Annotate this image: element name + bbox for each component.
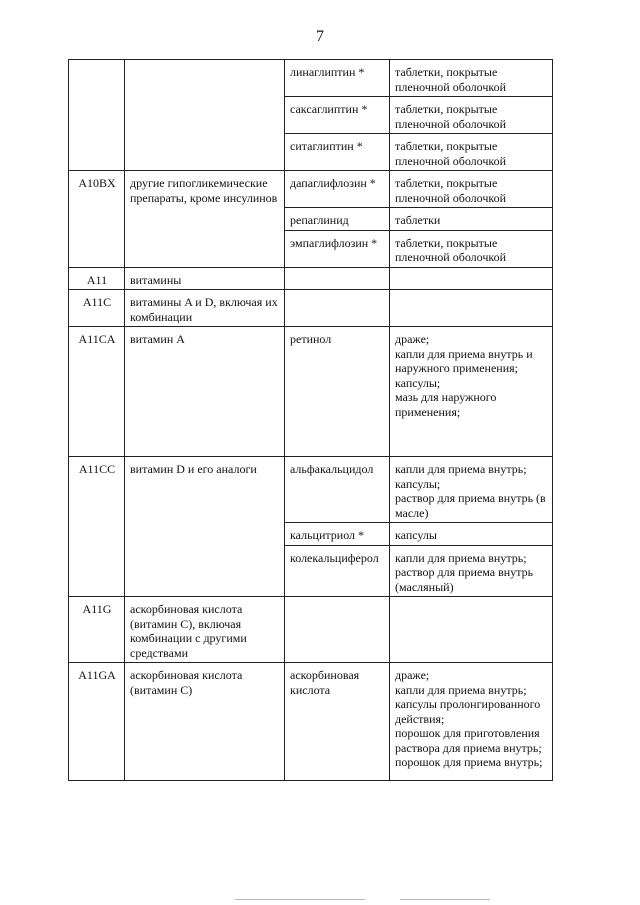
drug-name-cell: дапаглифлозин *	[285, 171, 390, 208]
group-name-cell: витамины	[125, 267, 285, 290]
table-row	[69, 597, 553, 663]
table-row	[69, 60, 553, 97]
dosage-form-cell	[390, 267, 553, 290]
table-row	[69, 457, 553, 523]
dosage-form-cell: драже; капли для приема внутрь; капсулы пролонгированного действия; порошок для приготовления раствора для приема внутрь; порошок для приема внутрь;	[390, 663, 553, 781]
drug-name-cell: ретинол	[285, 327, 390, 457]
atc-code-cell: A11CC	[69, 457, 125, 597]
drug-name-cell	[285, 597, 390, 663]
dosage-form-cell	[390, 290, 553, 327]
drug-name-cell: эмпаглифлозин *	[285, 230, 390, 267]
atc-code-cell: A11CA	[69, 327, 125, 457]
dosage-form-cell: капли для приема внутрь; капсулы; раствор для приема внутрь (в масле)	[390, 457, 553, 523]
drug-name-cell: ситаглиптин *	[285, 134, 390, 171]
atc-code-cell: A11G	[69, 597, 125, 663]
atc-code-cell	[69, 60, 125, 171]
drug-name-cell	[285, 290, 390, 327]
dosage-form-cell: таблетки, покрытые пленочной оболочкой	[390, 134, 553, 171]
drug-name-cell: аскорбиновая кислота	[285, 663, 390, 781]
group-name-cell: витамин D и его аналоги	[125, 457, 285, 597]
dosage-form-cell	[390, 597, 553, 663]
scan-artifact-line	[400, 899, 490, 900]
dosage-form-cell: капли для приема внутрь; раствор для приема внутрь (масляный)	[390, 545, 553, 597]
atc-code-cell: A11GA	[69, 663, 125, 781]
dosage-form-cell: капсулы	[390, 523, 553, 546]
drug-name-cell: альфакальцидол	[285, 457, 390, 523]
table-row	[69, 290, 553, 327]
group-name-cell	[125, 60, 285, 171]
drug-name-cell	[285, 267, 390, 290]
drug-name-cell: репаглинид	[285, 208, 390, 231]
group-name-cell: аскорбиновая кислота (витамин C), включая комбинации с другими средствами	[125, 597, 285, 663]
table-row	[69, 327, 553, 457]
dosage-form-cell: таблетки	[390, 208, 553, 231]
dosage-form-cell: таблетки, покрытые пленочной оболочкой	[390, 97, 553, 134]
group-name-cell: витамин A	[125, 327, 285, 457]
table-row	[69, 663, 553, 781]
page-number: 7	[316, 28, 324, 45]
table-row	[69, 171, 553, 208]
atc-code-cell: A11C	[69, 290, 125, 327]
medicine-table	[68, 59, 553, 781]
table-row	[69, 267, 553, 290]
group-name-cell: аскорбиновая кислота (витамин C)	[125, 663, 285, 781]
drug-name-cell: саксаглиптин *	[285, 97, 390, 134]
drug-name-cell: линаглиптин *	[285, 60, 390, 97]
dosage-form-cell: драже; капли для приема внутрь и наружного применения; капсулы; мазь для наружного применения;	[390, 327, 553, 457]
dosage-form-cell: таблетки, покрытые пленочной оболочкой	[390, 60, 553, 97]
group-name-cell: другие гипогликемические препараты, кроме инсулинов	[125, 171, 285, 268]
scan-artifact-line	[235, 899, 365, 900]
dosage-form-cell: таблетки, покрытые пленочной оболочкой	[390, 230, 553, 267]
drug-name-cell: кальцитриол *	[285, 523, 390, 546]
group-name-cell: витамины A и D, включая их комбинации	[125, 290, 285, 327]
dosage-form-cell: таблетки, покрытые пленочной оболочкой	[390, 171, 553, 208]
drug-name-cell: колекальциферол	[285, 545, 390, 597]
atc-code-cell: A10BX	[69, 171, 125, 268]
atc-code-cell: A11	[69, 267, 125, 290]
